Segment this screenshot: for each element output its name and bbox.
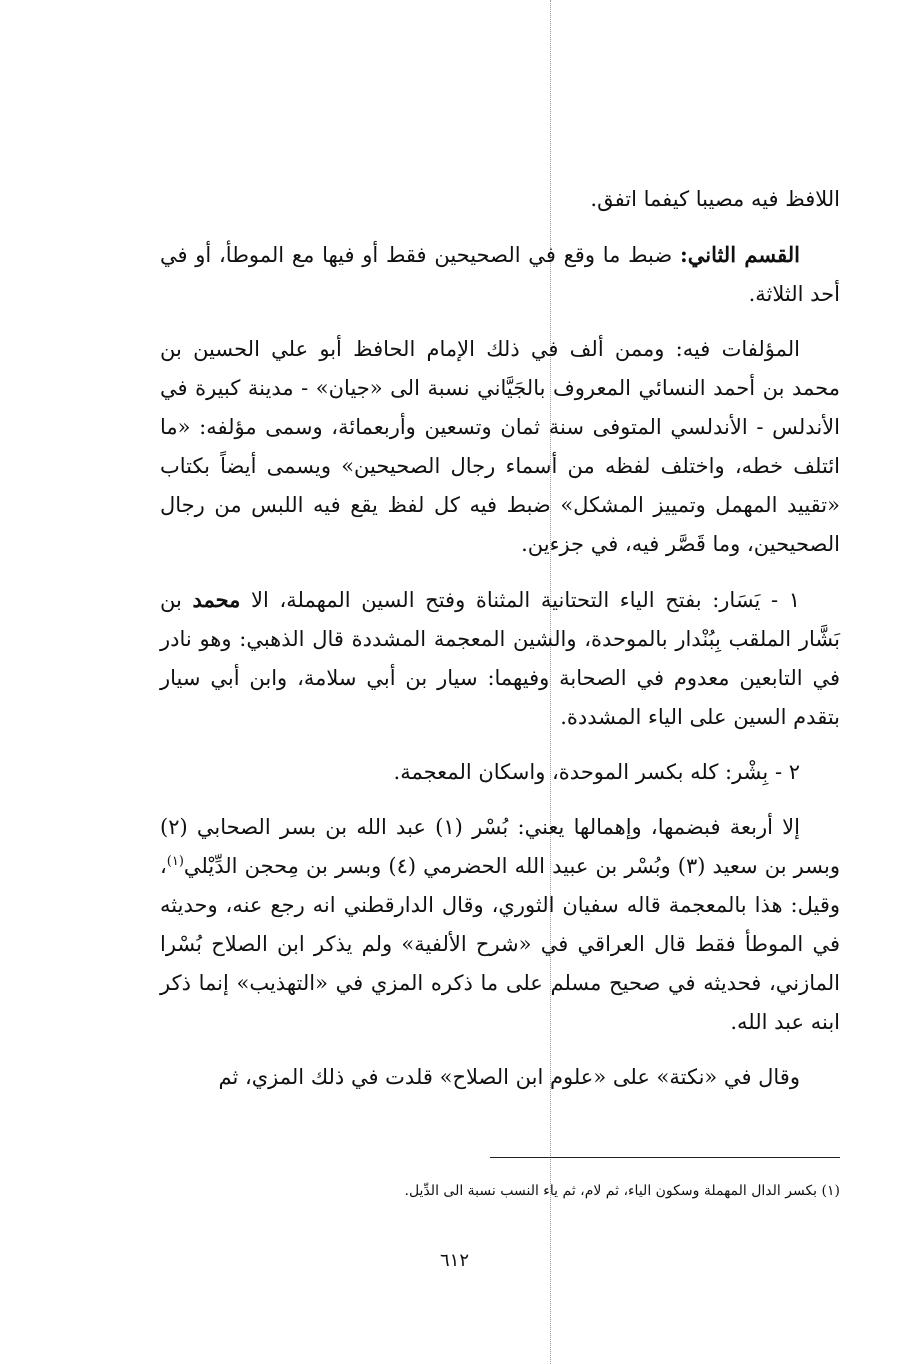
page-body <box>160 180 840 1113</box>
paragraph-exceptions <box>160 808 840 1042</box>
paragraph-entry-bishr <box>160 753 840 792</box>
paragraph-final <box>160 1058 840 1097</box>
paragraph-text: المؤلفات فيه: وممن ألف في ذلك الإمام الحافظ أبو علي الحسين بن محمد بن أحمد النسائي المعروف بالجَيَّاني نسبة الى «جيان» - مدينة كبيرة في الأندلس - الأندلسي المتوفى سنة ثمان وتسعين وأربعمائة، وسمى مؤلفه: «ما ائتلف خطه، واختلف لفظه من أسماء رجال الصحيحين» ويسمى أيضاً بكتاب «تقييد المهمل وتمييز المشكل» ضبط فيه كل لفظ يقع فيه اللبس من رجال الصحيحين، وما قَصَّر فيه، في جزءين. <box>160 337 840 556</box>
paragraph-works <box>160 330 840 564</box>
paragraph-entry-yasar <box>160 580 840 737</box>
paragraph-text: وقال في «نكتة» على «علوم ابن الصلاح» قلدت في ذلك المزي، ثم <box>218 1065 800 1089</box>
footnote-reference[interactable]: (١) <box>166 854 184 869</box>
paragraph-text: ١ - يَسَار: بفتح الياء التحتانية المثناة وفتح السين المهملة، الا <box>240 588 800 612</box>
paragraph-text: إلا أربعة فبضمها، وإهمالها يعني: بُسْر (١) عبد الله بن بسر الصحابي (٢) وبسر بن سعيد (٣) وبُسْر بن عبيد الله الحضرمي (٤) وبسر بن مِحجن الدِّيْلي <box>160 815 840 878</box>
paragraph-continuation <box>160 180 840 219</box>
paragraph-text: ٢ - بِشْر: كله بكسر الموحدة، واسكان المعجمة. <box>393 760 800 784</box>
paragraph-text: بن بَشَّار الملقب بِبُنْدار بالموحدة، والشين المعجمة المشددة قال الذهبي: وهو نادر في التابعين معدوم في الصحابة وفيهما: سيار بن أبي سلامة، وابن أبي سيار بتقدم السين على الياء المشددة. <box>160 588 840 729</box>
footnote-divider <box>490 1157 840 1158</box>
paragraph-section-two <box>160 235 840 314</box>
page-number: ٦١٢ <box>439 1250 469 1271</box>
section-heading: القسم الثاني: <box>679 242 800 267</box>
bold-name: محمد <box>192 587 241 612</box>
paragraph-text: ضبط ما وقع في الصحيحين فقط أو فيها مع الموطأ، أو في أحد الثلاثة. <box>160 243 840 306</box>
paragraph-text: ، وقيل: هذا بالمعجمة قاله سفيان الثوري، وقال الدارقطني انه رجع عنه، وحديثه في الموطأ فقط قال العراقي في «شرح الألفية» ولم يذكر ابن الصلاح بُسْرا المازني، فحديثه في صحيح مسلم على ما ذكره المزي في «التهذيب» إنما ذكر ابنه عبد الله. <box>160 854 840 1034</box>
paragraph-text: اللافظ فيه مصيبا كيفما اتفق. <box>590 187 840 211</box>
footnote: (١) بكسر الدال المهملة وسكون الياء، ثم لام، ثم ياء النسب نسبة الى الدِّيل. <box>404 1183 840 1199</box>
